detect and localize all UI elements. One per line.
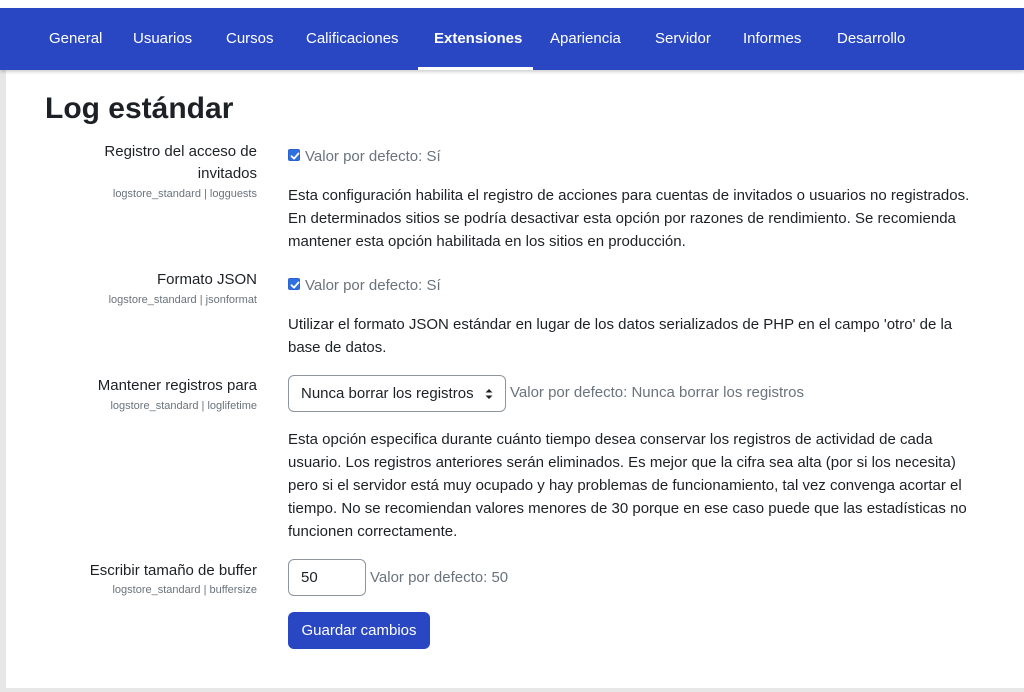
active-tab-indicator [418,67,533,70]
select-arrows-icon [484,387,494,401]
setting-key-logguests: logstore_standard | logguests [112,188,257,200]
setting-label-jsonformat: Formato JSON [156,271,257,288]
logguests-default: Valor por defecto: Sí [305,148,441,165]
jsonformat-checkbox[interactable] [288,278,300,290]
save-changes-button[interactable]: Guardar cambios [288,612,430,649]
checkmark-icon [290,151,300,161]
logguests-description: Esta configuración habilita el registro de acciones para cuentas de invitados o usuarios no registrados. En determinados sitios se podría desactivar esta opción por razones de rendimiento. Se recomienda mantener esta opción habilitada en los sitios en producción. [288,187,970,250]
tab-extensiones[interactable]: Extensiones [434,30,523,47]
setting-key-loglifetime: logstore_standard | loglifetime [110,400,257,412]
tab-informes[interactable]: Informes [743,30,802,47]
loglifetime-select[interactable] [288,375,506,412]
buffersize-input[interactable] [288,559,366,596]
setting-key-jsonformat: logstore_standard | jsonformat [108,294,257,306]
jsonformat-description: Utilizar el formato JSON estándar en lugar de los datos serializados de PHP en el campo 'otro' de la base de datos. [288,316,953,356]
tab-desarrollo[interactable]: Desarrollo [837,30,906,47]
logguests-checkbox[interactable] [288,149,300,161]
setting-label-logguests: Registro del acceso de invitados [104,143,257,182]
tab-usuarios[interactable]: Usuarios [133,30,193,47]
loglifetime-selected-value: Nunca borrar los registros [301,385,474,402]
tab-servidor[interactable]: Servidor [655,30,711,47]
page-title: Log estándar [45,92,234,125]
top-strip [0,0,1024,8]
loglifetime-description: Esta opción especifica durante cuánto tiempo desea conservar los registros de actividad de cada usuario. Los registros anteriores serán eliminados. Es mejor que la cifra sea alta (por si los necesita) pero si el servidor está muy ocupado y hay problemas de funcionamiento, tal vez convenga acortar el tiempo. No se recomiendan valores menores de 30 porque en ese caso puede que las estadísticas no funcionen correctamente. [288,431,967,540]
tab-general[interactable]: General [49,30,103,47]
admin-navbar [0,8,1024,70]
tab-cursos[interactable]: Cursos [226,30,274,47]
setting-label-buffersize: Escribir tamaño de buffer [89,562,257,579]
jsonformat-default: Valor por defecto: Sí [305,277,441,294]
checkmark-icon [290,280,300,290]
tab-apariencia[interactable]: Apariencia [550,30,621,47]
loglifetime-default: Valor por defecto: Nunca borrar los registros [510,384,805,401]
tab-calificaciones[interactable]: Calificaciones [306,30,399,47]
setting-label-loglifetime: Mantener registros para [97,377,257,394]
buffersize-default: Valor por defecto: 50 [370,569,509,586]
setting-key-buffersize: logstore_standard | buffersize [112,584,257,596]
